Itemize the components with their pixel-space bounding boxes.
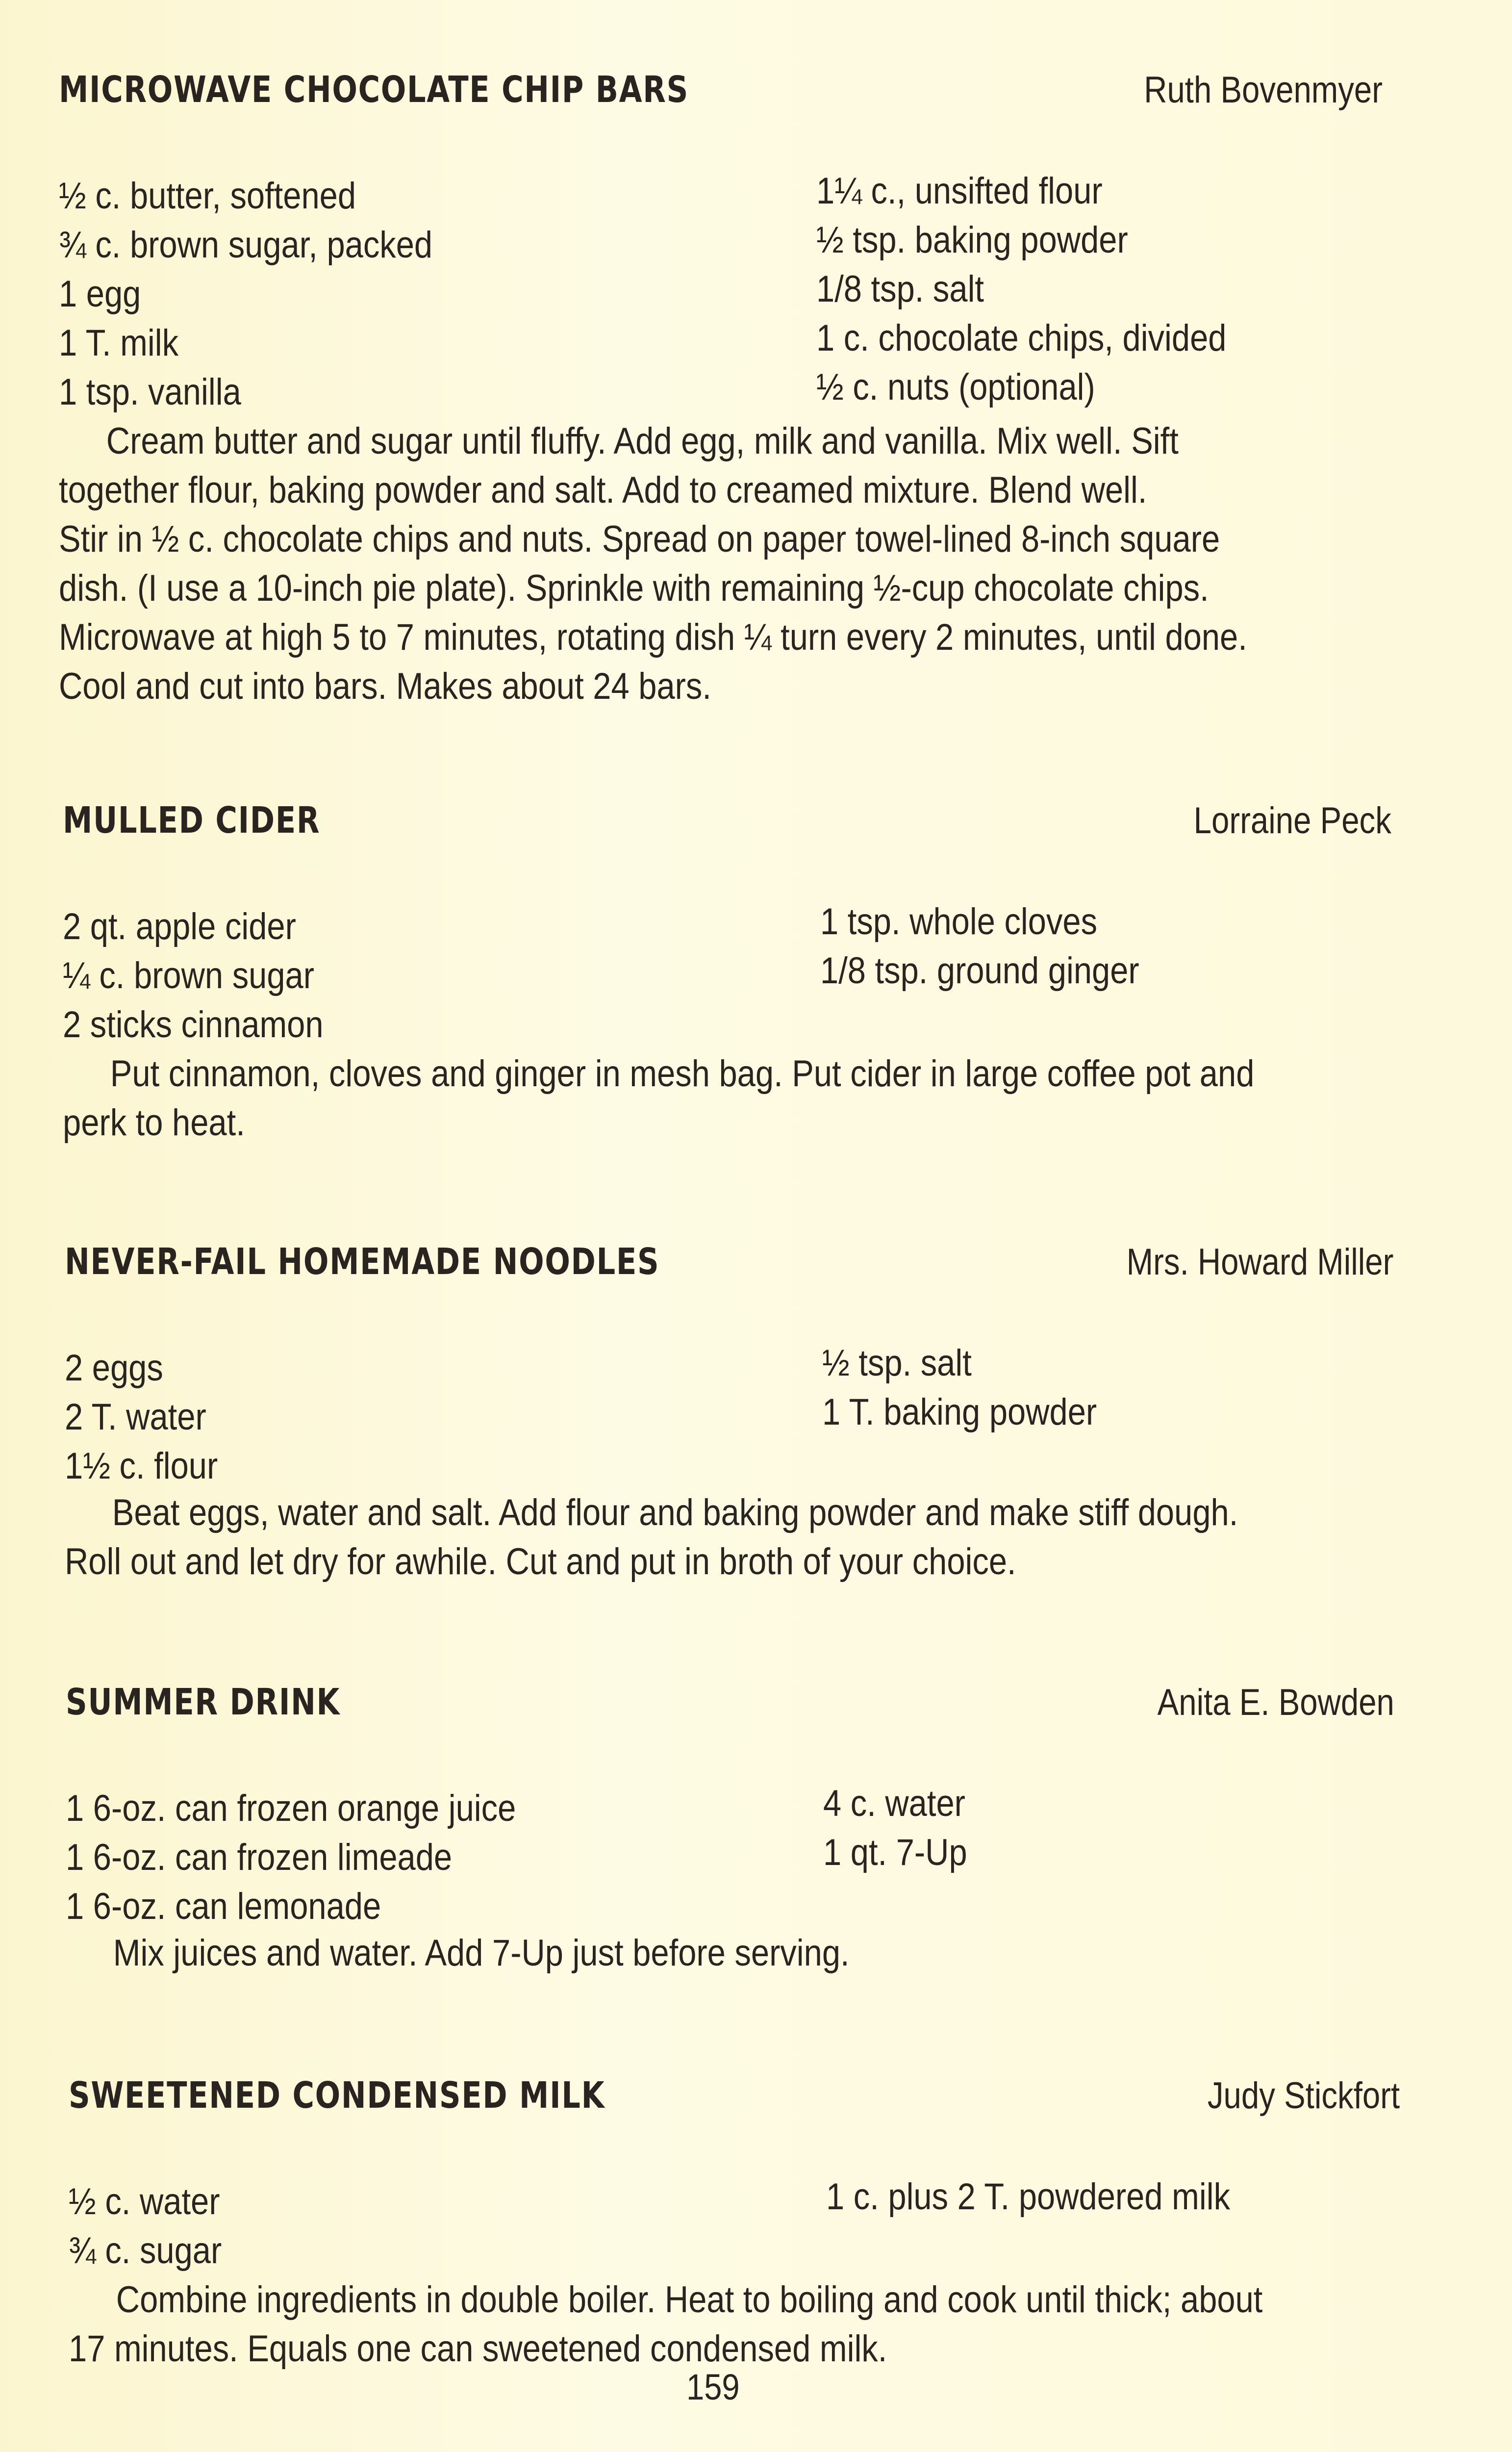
ingredient: 2 T. water <box>65 1396 206 1438</box>
recipe-title: SUMMER DRINK <box>66 1681 341 1723</box>
recipe-directions <box>59 417 1383 711</box>
direction-line: Put cinnamon, cloves and ginger in mesh bag. Put cider in large coffee pot and <box>110 1053 1255 1095</box>
recipe-summer-drink <box>66 1681 1394 1974</box>
ingredient: 1¼ c., unsifted flour <box>816 170 1103 212</box>
recipe-author: Ruth Bovenmyer <box>1144 69 1383 111</box>
ingredient: 1 c. chocolate chips, divided <box>816 317 1227 359</box>
ingredient: 1 6-oz. can lemonade <box>66 1886 381 1927</box>
recipe-directions <box>65 1488 1388 1586</box>
direction-line: together flour, baking powder and salt. Add to creamed mixture. Blend well. <box>59 469 1147 511</box>
recipe-never-fail-homemade-noodles <box>65 1241 1393 1583</box>
recipe-author: Anita E. Bowden <box>1157 1682 1394 1723</box>
ingredient-list <box>59 172 1383 417</box>
recipe-author: Judy Stickfort <box>1207 2075 1400 2117</box>
ingredient: 2 eggs <box>65 1347 163 1389</box>
direction-line: perk to heat. <box>63 1102 245 1144</box>
ingredient-list <box>69 2177 1392 2275</box>
ingredient-list <box>66 1784 1389 1931</box>
ingredient-column-left <box>69 2177 243 2275</box>
ingredient: 2 qt. apple cider <box>63 906 296 947</box>
direction-line: dish. (I use a 10-inch pie plate). Sprinkle with remaining ½-cup chocolate chips. <box>59 567 1209 609</box>
ingredient: 1½ c. flour <box>65 1445 218 1487</box>
ingredient: 2 sticks cinnamon <box>63 1004 324 1046</box>
ingredient: 1 tsp. whole cloves <box>820 901 1098 943</box>
recipe-directions <box>63 1049 1386 1148</box>
direction-line: Cream butter and sugar until fluffy. Add egg, milk and vanilla. Mix well. Sift <box>106 420 1179 462</box>
direction-line: Beat eggs, water and salt. Add flour and baking powder and make stiff dough. <box>112 1492 1238 1533</box>
ingredient: ½ c. butter, softened <box>59 175 356 217</box>
direction-line: Roll out and let dry for awhile. Cut and put in broth of your choice. <box>65 1541 1016 1583</box>
ingredient-column-right <box>826 2172 1285 2222</box>
recipe-header <box>66 1681 1394 1735</box>
ingredient-column-left <box>66 1784 578 1931</box>
ingredient: ¼ c. brown sugar <box>63 955 314 996</box>
ingredient: 1 c. plus 2 T. powdered milk <box>826 2176 1231 2218</box>
ingredient-column-right <box>823 1779 987 1877</box>
direction-line: Stir in ½ c. chocolate chips and nuts. Spread on paper towel-lined 8-inch square <box>59 518 1220 560</box>
recipe-author: Mrs. Howard Miller <box>1126 1241 1393 1283</box>
recipe-title: MULLED CIDER <box>63 799 321 842</box>
recipe-title: MICROWAVE CHOCOLATE CHIP BARS <box>59 69 689 111</box>
ingredient: 1 6-oz. can frozen orange juice <box>66 1788 516 1829</box>
direction-line: 17 minutes. Equals one can sweetened condensed milk. <box>69 2328 887 2370</box>
ingredient: 1/8 tsp. salt <box>816 268 984 310</box>
recipe-header <box>59 69 1383 123</box>
ingredient-column-right <box>822 1339 1134 1437</box>
recipe-directions <box>69 2275 1392 2374</box>
recipe-header <box>65 1241 1393 1295</box>
direction-line: Combine ingredients in double boiler. Heat to boiling and cook until thick; about <box>116 2279 1263 2321</box>
ingredient: 1 tsp. vanilla <box>59 371 241 413</box>
ingredient: 1 T. baking powder <box>822 1391 1097 1433</box>
ingredient-column-left <box>63 902 359 1049</box>
recipe-microwave-chocolate-chip-bars <box>59 69 1383 707</box>
ingredient-column-right <box>820 897 1183 996</box>
recipe-directions <box>66 1929 1389 1978</box>
ingredient: 1/8 tsp. ground ginger <box>820 950 1139 992</box>
ingredient: ½ tsp. salt <box>822 1342 972 1384</box>
recipe-header <box>69 2074 1400 2128</box>
recipe-title: NEVER-FAIL HOMEMADE NOODLES <box>65 1241 660 1283</box>
page-number: 159 <box>686 2367 740 2407</box>
recipe-sweetened-condensed-milk <box>69 2074 1400 2370</box>
direction-line: Mix juices and water. Add 7-Up just before serving. <box>113 1932 850 1974</box>
ingredient: 1 T. milk <box>59 322 179 364</box>
ingredient-column-left <box>59 172 483 417</box>
ingredient-list <box>65 1344 1388 1491</box>
ingredient: ½ tsp. baking powder <box>816 219 1128 261</box>
recipe-title: SWEETENED CONDENSED MILK <box>69 2074 605 2117</box>
ingredient: 4 c. water <box>823 1783 965 1824</box>
direction-line: Microwave at high 5 to 7 minutes, rotating dish ¼ turn every 2 minutes, until done. <box>59 616 1247 658</box>
ingredient: ½ c. water <box>69 2181 220 2222</box>
ingredient: 1 egg <box>59 273 141 315</box>
recipe-mulled-cider <box>63 799 1391 1144</box>
ingredient: ¾ c. sugar <box>69 2230 222 2272</box>
ingredient: ½ c. nuts (optional) <box>816 366 1095 408</box>
recipe-header <box>63 799 1391 853</box>
recipe-author: Lorraine Peck <box>1193 800 1391 842</box>
ingredient-list <box>63 902 1386 1049</box>
ingredient: ¾ c. brown sugar, packed <box>59 224 433 266</box>
ingredient-column-right <box>816 167 1283 412</box>
direction-line: Cool and cut into bars. Makes about 24 bars. <box>59 665 711 707</box>
ingredient: 1 qt. 7-Up <box>823 1832 967 1873</box>
ingredient-column-left <box>65 1344 239 1491</box>
ingredient: 1 6-oz. can frozen limeade <box>66 1837 453 1878</box>
